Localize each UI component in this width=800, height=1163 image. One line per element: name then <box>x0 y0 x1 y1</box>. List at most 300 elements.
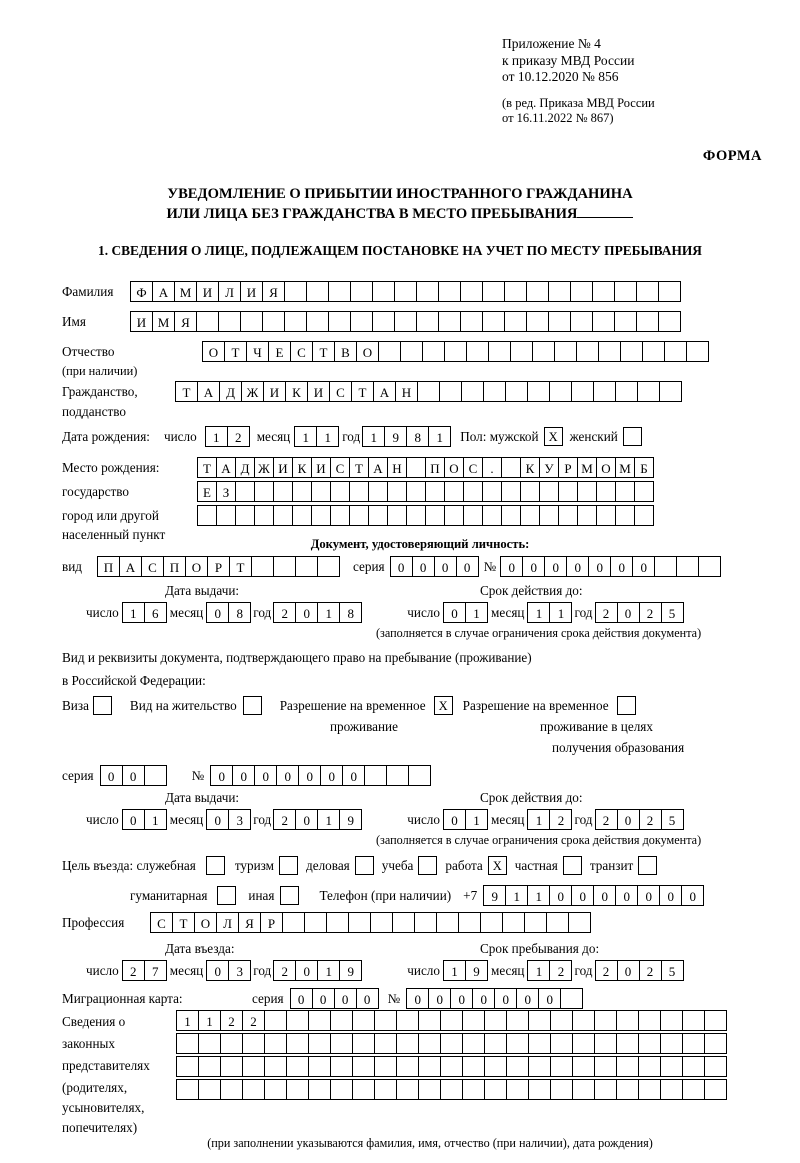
form-cell[interactable] <box>463 481 483 502</box>
form-cell[interactable]: Д <box>219 381 242 402</box>
form-cell[interactable] <box>396 1033 419 1054</box>
form-cell[interactable] <box>614 281 637 302</box>
form-cell[interactable]: И <box>311 457 331 478</box>
form-cell[interactable]: О <box>444 457 464 478</box>
form-cell[interactable]: Я <box>238 912 261 933</box>
form-cell[interactable]: 1 <box>465 809 488 830</box>
form-cell[interactable] <box>254 505 274 526</box>
form-cell[interactable]: 0 <box>617 960 640 981</box>
form-cell[interactable] <box>558 505 578 526</box>
form-cell[interactable] <box>198 1033 221 1054</box>
form-cell[interactable] <box>460 311 483 332</box>
form-cell[interactable] <box>273 505 293 526</box>
form-cell[interactable] <box>482 281 505 302</box>
form-cell[interactable] <box>292 481 312 502</box>
form-cell[interactable]: Б <box>634 457 654 478</box>
form-cell[interactable] <box>676 556 699 577</box>
entry-month-input[interactable] <box>206 960 250 981</box>
form-cell[interactable] <box>308 1010 331 1031</box>
form-cell[interactable]: Т <box>229 556 252 577</box>
form-cell[interactable]: 1 <box>527 809 550 830</box>
form-cell[interactable]: 2 <box>273 809 296 830</box>
form-cell[interactable] <box>264 1033 287 1054</box>
form-cell[interactable] <box>659 381 682 402</box>
form-cell[interactable] <box>386 765 409 786</box>
form-cell[interactable]: П <box>425 457 445 478</box>
form-cell[interactable] <box>484 1056 507 1077</box>
form-cell[interactable]: 0 <box>298 765 321 786</box>
form-cell[interactable]: 0 <box>232 765 255 786</box>
form-cell[interactable]: 5 <box>661 960 684 981</box>
form-cell[interactable]: 0 <box>494 988 517 1009</box>
form-cell[interactable]: О <box>596 457 616 478</box>
form-cell[interactable]: 0 <box>544 556 567 577</box>
form-cell[interactable] <box>558 481 578 502</box>
form-cell[interactable]: Т <box>312 341 335 362</box>
form-cell[interactable] <box>422 341 445 362</box>
form-cell[interactable]: С <box>141 556 164 577</box>
form-cell[interactable] <box>304 912 327 933</box>
legal-input-row1[interactable] <box>176 1010 726 1031</box>
form-cell[interactable]: 6 <box>144 602 167 623</box>
form-cell[interactable] <box>417 381 440 402</box>
form-cell[interactable]: 8 <box>339 602 362 623</box>
form-cell[interactable] <box>408 765 431 786</box>
form-cell[interactable] <box>176 1033 199 1054</box>
form-cell[interactable]: 0 <box>659 885 682 906</box>
form-cell[interactable]: 0 <box>681 885 704 906</box>
form-cell[interactable] <box>436 912 459 933</box>
form-cell[interactable] <box>317 556 340 577</box>
form-cell[interactable] <box>638 1010 661 1031</box>
form-cell[interactable]: Т <box>351 381 374 402</box>
form-cell[interactable] <box>506 1079 529 1100</box>
form-cell[interactable] <box>254 481 274 502</box>
form-cell[interactable] <box>550 1010 573 1031</box>
form-cell[interactable] <box>144 765 167 786</box>
form-cell[interactable]: Т <box>172 912 195 933</box>
form-cell[interactable] <box>462 1033 485 1054</box>
form-cell[interactable] <box>638 1033 661 1054</box>
form-cell[interactable] <box>526 281 549 302</box>
form-cell[interactable] <box>528 1056 551 1077</box>
form-cell[interactable] <box>440 1079 463 1100</box>
form-cell[interactable]: Н <box>387 457 407 478</box>
form-cell[interactable]: 0 <box>100 765 123 786</box>
form-cell[interactable]: 1 <box>527 960 550 981</box>
form-cell[interactable]: 1 <box>176 1010 199 1031</box>
form-cell[interactable]: 2 <box>549 809 572 830</box>
form-cell[interactable] <box>198 1056 221 1077</box>
form-cell[interactable] <box>572 1079 595 1100</box>
form-cell[interactable] <box>501 481 521 502</box>
form-cell[interactable]: 0 <box>593 885 616 906</box>
form-cell[interactable]: И <box>130 311 153 332</box>
form-cell[interactable] <box>306 311 329 332</box>
form-cell[interactable]: 1 <box>205 426 228 447</box>
form-cell[interactable]: С <box>150 912 173 933</box>
form-cell[interactable]: И <box>307 381 330 402</box>
form-cell[interactable] <box>704 1033 727 1054</box>
form-cell[interactable] <box>682 1033 705 1054</box>
form-cell[interactable] <box>349 481 369 502</box>
form-cell[interactable]: 0 <box>571 885 594 906</box>
form-cell[interactable] <box>532 341 555 362</box>
form-cell[interactable]: 8 <box>228 602 251 623</box>
form-cell[interactable] <box>528 1079 551 1100</box>
form-cell[interactable] <box>682 1010 705 1031</box>
form-cell[interactable]: 0 <box>566 556 589 577</box>
form-cell[interactable] <box>295 556 318 577</box>
form-cell[interactable] <box>286 1079 309 1100</box>
doc-valid-year-input[interactable] <box>595 602 683 623</box>
form-cell[interactable]: О <box>202 341 225 362</box>
form-cell[interactable] <box>572 1056 595 1077</box>
form-cell[interactable]: 0 <box>516 988 539 1009</box>
purpose-work-checkbox[interactable]: X <box>488 856 507 875</box>
form-cell[interactable]: А <box>197 381 220 402</box>
form-cell[interactable] <box>598 341 621 362</box>
form-cell[interactable] <box>654 556 677 577</box>
form-cell[interactable] <box>198 1079 221 1100</box>
form-cell[interactable] <box>330 1033 353 1054</box>
form-cell[interactable] <box>216 505 236 526</box>
form-cell[interactable]: 2 <box>273 602 296 623</box>
form-cell[interactable] <box>550 1033 573 1054</box>
form-cell[interactable] <box>501 505 521 526</box>
permit-valid-day-input[interactable] <box>443 809 487 830</box>
form-cell[interactable] <box>616 1056 639 1077</box>
form-cell[interactable] <box>444 481 464 502</box>
form-cell[interactable]: И <box>196 281 219 302</box>
form-cell[interactable] <box>392 912 415 933</box>
form-cell[interactable]: 0 <box>334 988 357 1009</box>
form-cell[interactable] <box>348 912 371 933</box>
form-cell[interactable]: А <box>373 381 396 402</box>
form-cell[interactable]: Н <box>395 381 418 402</box>
form-cell[interactable] <box>284 311 307 332</box>
form-cell[interactable] <box>614 311 637 332</box>
form-cell[interactable] <box>463 505 483 526</box>
permit-valid-year-input[interactable] <box>595 809 683 830</box>
form-cell[interactable]: К <box>285 381 308 402</box>
form-cell[interactable]: 0 <box>500 556 523 577</box>
form-cell[interactable] <box>482 505 502 526</box>
form-cell[interactable] <box>176 1056 199 1077</box>
legal-input-row2[interactable] <box>176 1033 726 1054</box>
form-cell[interactable]: 0 <box>122 809 145 830</box>
purpose-humanitarian-checkbox[interactable] <box>217 886 236 905</box>
form-cell[interactable] <box>484 1033 507 1054</box>
form-cell[interactable] <box>504 281 527 302</box>
form-cell[interactable] <box>308 1033 331 1054</box>
form-cell[interactable]: 0 <box>295 602 318 623</box>
form-cell[interactable]: Т <box>224 341 247 362</box>
form-cell[interactable]: 0 <box>450 988 473 1009</box>
form-cell[interactable]: 9 <box>339 960 362 981</box>
form-cell[interactable] <box>220 1056 243 1077</box>
citizenship-input[interactable] <box>175 381 681 402</box>
form-cell[interactable] <box>396 1056 419 1077</box>
form-cell[interactable] <box>374 1056 397 1077</box>
form-cell[interactable] <box>480 912 503 933</box>
form-cell[interactable]: Т <box>349 457 369 478</box>
form-cell[interactable] <box>616 1010 639 1031</box>
doc-valid-month-input[interactable] <box>527 602 571 623</box>
form-cell[interactable] <box>438 281 461 302</box>
form-cell[interactable]: 0 <box>312 988 335 1009</box>
form-cell[interactable] <box>554 341 577 362</box>
form-cell[interactable] <box>460 281 483 302</box>
form-cell[interactable]: 1 <box>443 960 466 981</box>
form-cell[interactable]: М <box>174 281 197 302</box>
form-cell[interactable] <box>235 505 255 526</box>
form-cell[interactable]: Е <box>268 341 291 362</box>
form-cell[interactable]: 2 <box>595 960 618 981</box>
form-cell[interactable] <box>416 281 439 302</box>
form-cell[interactable]: 0 <box>428 988 451 1009</box>
form-cell[interactable] <box>394 281 417 302</box>
form-cell[interactable] <box>352 1033 375 1054</box>
form-cell[interactable]: 1 <box>317 809 340 830</box>
form-cell[interactable] <box>220 1033 243 1054</box>
form-cell[interactable] <box>462 1079 485 1100</box>
form-cell[interactable]: Л <box>218 281 241 302</box>
form-cell[interactable] <box>251 556 274 577</box>
form-cell[interactable] <box>264 1056 287 1077</box>
form-cell[interactable] <box>520 481 540 502</box>
form-cell[interactable] <box>546 912 569 933</box>
form-cell[interactable] <box>262 311 285 332</box>
form-cell[interactable] <box>372 281 395 302</box>
form-cell[interactable] <box>328 311 351 332</box>
form-cell[interactable] <box>615 505 635 526</box>
form-cell[interactable] <box>524 912 547 933</box>
purpose-service-checkbox[interactable] <box>206 856 225 875</box>
form-cell[interactable] <box>264 1010 287 1031</box>
permit-number-input[interactable] <box>210 765 430 786</box>
form-cell[interactable]: Р <box>260 912 283 933</box>
form-cell[interactable] <box>330 1010 353 1031</box>
birth-day-input[interactable] <box>205 426 249 447</box>
form-cell[interactable] <box>593 381 616 402</box>
form-cell[interactable]: У <box>539 457 559 478</box>
form-cell[interactable] <box>330 1079 353 1100</box>
form-cell[interactable] <box>550 1079 573 1100</box>
form-cell[interactable]: 2 <box>549 960 572 981</box>
form-cell[interactable]: 0 <box>342 765 365 786</box>
form-cell[interactable]: 2 <box>639 960 662 981</box>
form-cell[interactable]: З <box>216 481 236 502</box>
form-cell[interactable] <box>352 1010 375 1031</box>
form-cell[interactable] <box>505 381 528 402</box>
form-cell[interactable] <box>594 1010 617 1031</box>
entry-day-input[interactable] <box>122 960 166 981</box>
form-cell[interactable]: 1 <box>549 602 572 623</box>
form-cell[interactable]: Ч <box>246 341 269 362</box>
form-cell[interactable]: Д <box>235 457 255 478</box>
form-cell[interactable] <box>406 457 426 478</box>
form-cell[interactable] <box>594 1056 617 1077</box>
form-cell[interactable] <box>364 765 387 786</box>
form-cell[interactable] <box>368 505 388 526</box>
form-cell[interactable] <box>378 341 401 362</box>
form-cell[interactable]: Р <box>558 457 578 478</box>
form-cell[interactable] <box>682 1056 705 1077</box>
legal-input-row4[interactable] <box>176 1079 726 1100</box>
form-cell[interactable] <box>638 1056 661 1077</box>
form-cell[interactable] <box>425 505 445 526</box>
doc-issue-month-input[interactable] <box>206 602 250 623</box>
form-cell[interactable]: Я <box>262 281 285 302</box>
permit-valid-month-input[interactable] <box>527 809 571 830</box>
purpose-transit-checkbox[interactable] <box>638 856 657 875</box>
entry-year-input[interactable] <box>273 960 361 981</box>
form-cell[interactable]: С <box>329 381 352 402</box>
purpose-other-checkbox[interactable] <box>280 886 299 905</box>
form-cell[interactable] <box>370 912 393 933</box>
doc-type-input[interactable] <box>97 556 339 577</box>
form-cell[interactable]: А <box>152 281 175 302</box>
birthplace-input-row3[interactable] <box>197 505 653 526</box>
form-cell[interactable] <box>444 505 464 526</box>
name-input[interactable] <box>130 311 680 332</box>
form-cell[interactable] <box>482 311 505 332</box>
form-cell[interactable] <box>638 1079 661 1100</box>
purpose-tourism-checkbox[interactable] <box>279 856 298 875</box>
form-cell[interactable]: 0 <box>356 988 379 1009</box>
form-cell[interactable]: 0 <box>443 809 466 830</box>
permit-issue-month-input[interactable] <box>206 809 250 830</box>
mc-series-input[interactable] <box>290 988 378 1009</box>
form-cell[interactable] <box>374 1033 397 1054</box>
form-cell[interactable] <box>439 381 462 402</box>
permit-issue-day-input[interactable] <box>122 809 166 830</box>
form-cell[interactable]: 9 <box>384 426 407 447</box>
form-cell[interactable] <box>483 381 506 402</box>
form-cell[interactable]: П <box>97 556 120 577</box>
form-cell[interactable] <box>594 1033 617 1054</box>
form-cell[interactable] <box>592 281 615 302</box>
form-cell[interactable]: 0 <box>295 960 318 981</box>
form-cell[interactable] <box>387 505 407 526</box>
form-cell[interactable] <box>308 1079 331 1100</box>
form-cell[interactable] <box>440 1056 463 1077</box>
form-cell[interactable] <box>637 381 660 402</box>
form-cell[interactable] <box>615 381 638 402</box>
form-cell[interactable] <box>528 1010 551 1031</box>
purpose-business-checkbox[interactable] <box>355 856 374 875</box>
form-cell[interactable] <box>634 481 654 502</box>
form-cell[interactable]: О <box>185 556 208 577</box>
form-cell[interactable] <box>273 556 296 577</box>
form-cell[interactable]: 1 <box>316 426 339 447</box>
form-cell[interactable]: 2 <box>595 602 618 623</box>
stay-year-input[interactable] <box>595 960 683 981</box>
form-cell[interactable] <box>550 1056 573 1077</box>
form-cell[interactable]: 0 <box>617 809 640 830</box>
form-cell[interactable]: 9 <box>483 885 506 906</box>
purpose-study-checkbox[interactable] <box>418 856 437 875</box>
form-cell[interactable]: С <box>330 457 350 478</box>
doc-valid-day-input[interactable] <box>443 602 487 623</box>
form-cell[interactable]: 1 <box>527 602 550 623</box>
purpose-private-checkbox[interactable] <box>563 856 582 875</box>
form-cell[interactable] <box>350 311 373 332</box>
form-cell[interactable] <box>506 1033 529 1054</box>
form-cell[interactable]: Т <box>175 381 198 402</box>
form-cell[interactable] <box>616 1079 639 1100</box>
stay-month-input[interactable] <box>527 960 571 981</box>
form-cell[interactable]: Л <box>216 912 239 933</box>
form-cell[interactable] <box>634 505 654 526</box>
form-cell[interactable]: 0 <box>320 765 343 786</box>
form-cell[interactable] <box>311 505 331 526</box>
form-cell[interactable] <box>418 1010 441 1031</box>
form-cell[interactable]: 7 <box>144 960 167 981</box>
doc-number-input[interactable] <box>500 556 720 577</box>
form-cell[interactable]: 0 <box>588 556 611 577</box>
form-cell[interactable] <box>660 1079 683 1100</box>
form-cell[interactable] <box>311 481 331 502</box>
form-cell[interactable]: Ф <box>130 281 153 302</box>
form-cell[interactable] <box>577 481 597 502</box>
form-cell[interactable] <box>440 1033 463 1054</box>
form-cell[interactable] <box>461 381 484 402</box>
form-cell[interactable]: 5 <box>661 809 684 830</box>
form-cell[interactable] <box>350 281 373 302</box>
form-cell[interactable] <box>660 1010 683 1031</box>
visa-checkbox[interactable] <box>93 696 112 715</box>
form-cell[interactable] <box>368 481 388 502</box>
form-cell[interactable]: 1 <box>122 602 145 623</box>
form-cell[interactable] <box>549 381 572 402</box>
form-cell[interactable] <box>218 311 241 332</box>
form-cell[interactable] <box>330 481 350 502</box>
form-cell[interactable] <box>592 311 615 332</box>
form-cell[interactable] <box>394 311 417 332</box>
form-cell[interactable] <box>242 1033 265 1054</box>
form-cell[interactable]: 0 <box>412 556 435 577</box>
form-cell[interactable] <box>418 1033 441 1054</box>
form-cell[interactable] <box>548 281 571 302</box>
form-cell[interactable] <box>387 481 407 502</box>
form-cell[interactable]: К <box>520 457 540 478</box>
form-cell[interactable]: 0 <box>406 988 429 1009</box>
form-cell[interactable]: 1 <box>428 426 451 447</box>
form-cell[interactable]: 9 <box>339 809 362 830</box>
form-cell[interactable] <box>636 311 659 332</box>
form-cell[interactable]: О <box>356 341 379 362</box>
form-cell[interactable] <box>704 1079 727 1100</box>
form-cell[interactable] <box>660 1056 683 1077</box>
form-cell[interactable] <box>704 1056 727 1077</box>
form-cell[interactable] <box>502 912 525 933</box>
form-cell[interactable]: 2 <box>242 1010 265 1031</box>
form-cell[interactable]: 0 <box>610 556 633 577</box>
doc-issue-day-input[interactable] <box>122 602 166 623</box>
birth-year-input[interactable] <box>362 426 450 447</box>
form-cell[interactable] <box>374 1010 397 1031</box>
sex-female-checkbox[interactable] <box>623 427 642 446</box>
form-cell[interactable] <box>330 505 350 526</box>
form-cell[interactable] <box>482 481 502 502</box>
form-cell[interactable]: 0 <box>538 988 561 1009</box>
form-cell[interactable]: М <box>615 457 635 478</box>
form-cell[interactable]: А <box>368 457 388 478</box>
form-cell[interactable] <box>704 1010 727 1031</box>
form-cell[interactable] <box>406 481 426 502</box>
